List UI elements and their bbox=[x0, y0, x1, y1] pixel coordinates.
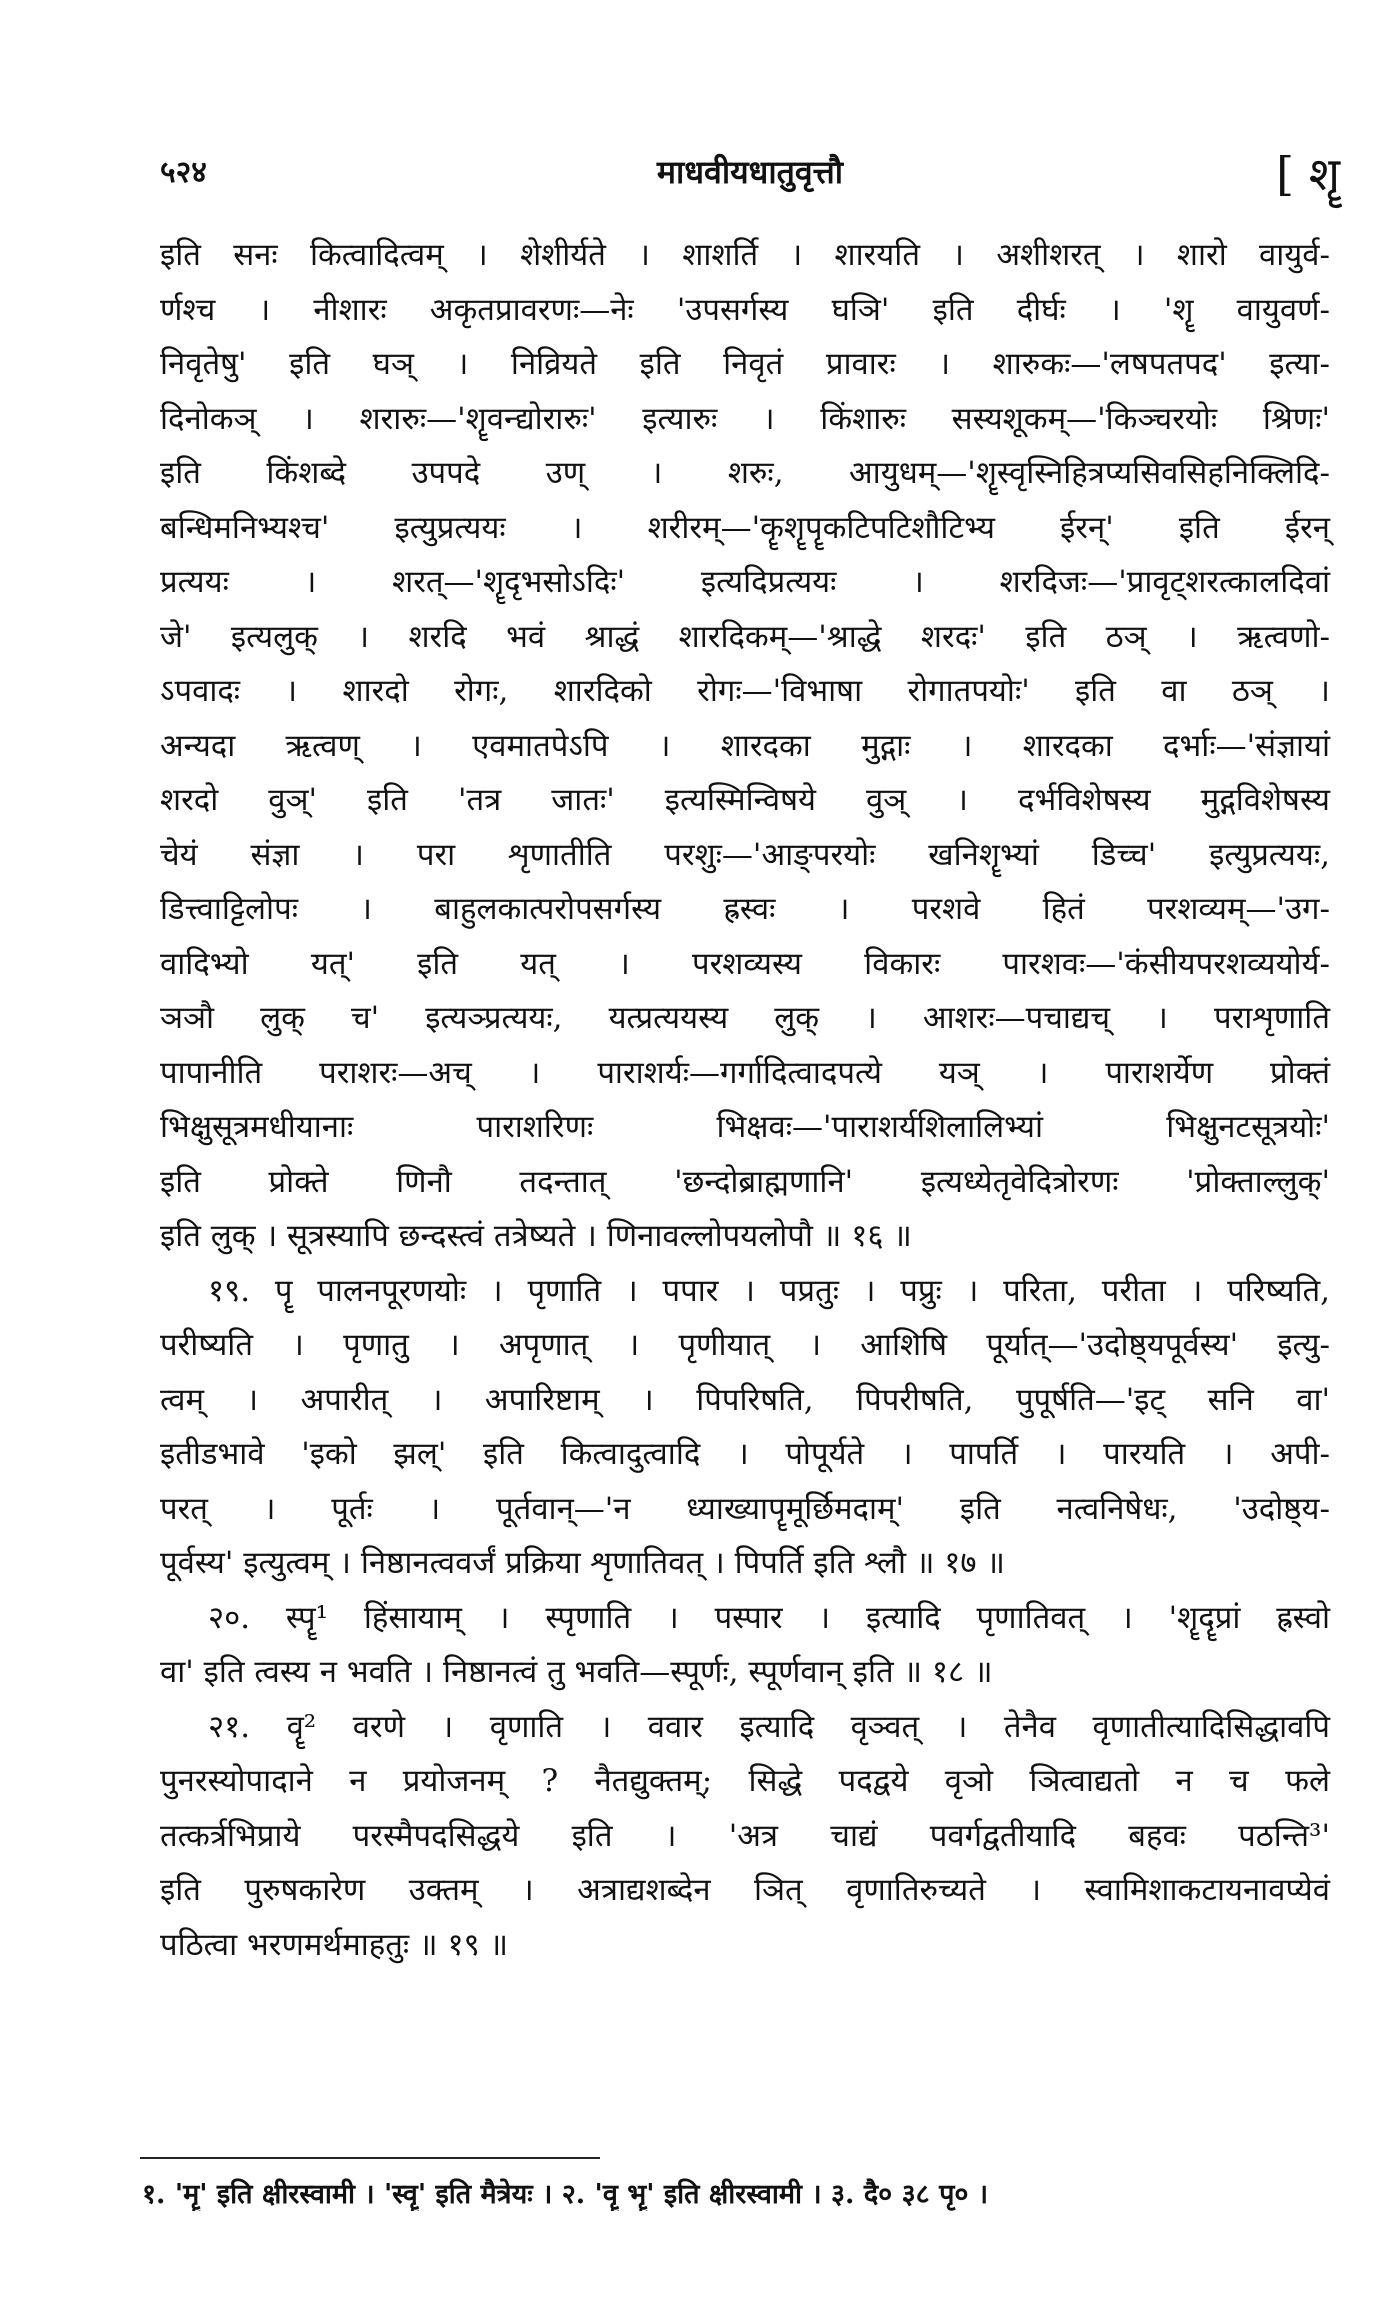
text-line: परत् । पूर्तः । पूर्तवान्—'न ध्याख्यापॄमूर्छिमदाम्' इति नत्वनिषेधः, 'उदोष्ठ्य- bbox=[160, 1490, 1330, 1527]
text-line: तत्कर्त्रभिप्राये परस्मैपदसिद्धये इति । 'अत्र चाद्यं पवर्गद्वतीयादि बहवः पठन्ति³' bbox=[160, 1817, 1330, 1854]
text-line: र्णश्च । नीशारः अकृतप्रावरणः—नेः 'उपसर्गस्य घञि' इति दीर्घः । 'शॄ वायुवर्ण- bbox=[160, 291, 1330, 328]
text-line: दिनोकञ् । शरारुः—'शॄवन्द्योरारुः' इत्यारुः । किंशारुः सस्यशूकम्—'किञ्चरयोः श्रिणः' bbox=[160, 400, 1330, 437]
text-line: जे' इत्यलुक् । शरदि भवं श्राद्धं शारदिकम्—'श्राद्धे शरदः' इति ठञ् । ऋत्वणो- bbox=[160, 618, 1330, 655]
main-text bbox=[160, 228, 1330, 1972]
text-line: पापानीति पराशरः—अच् । पाराशर्यः—गर्गादित्वादपत्ये यञ् । पाराशर्येण प्रोक्तं bbox=[160, 1054, 1330, 1091]
text-line: ञञौ लुक् च' इत्यञ्प्रत्ययः, यत्प्रत्ययस्य लुक् । आशरः—पचाद्यच् । पराशृणाति bbox=[160, 1000, 1330, 1036]
text-line: चेयं संज्ञा । परा शृणातीति परशुः—'आङ्परयोः खनिशॄभ्यां डिच्च' इत्युप्रत्ययः, bbox=[160, 836, 1330, 873]
text-line: इति लुक् । सूत्रस्यापि छन्दस्त्वं तत्रेष्यते । णिनावल्लोपयलोपौ ॥ १६ ॥ bbox=[160, 1218, 912, 1254]
text-line: त्वम् । अपारीत् । अपारिष्टाम् । पिपरिषति, पिपरीषति, पुपूर्षति—'इट् सनि वा' bbox=[160, 1381, 1330, 1418]
section-marker: [ शॄ bbox=[1276, 147, 1340, 201]
text-line: भिक्षुसूत्रमधीयानाः पाराशरिणः भिक्षवः—'पाराशर्यशिलालिभ्यां भिक्षुनटसूत्रयोः' bbox=[160, 1109, 1330, 1145]
text-line: इति किंशब्दे उपपदे उण् । शरुः, आयुधम्—'शॄस्वृस्निहित्रप्यसिवसिहनिक्लिदि- bbox=[160, 455, 1330, 491]
text-line: बन्धिमनिभ्यश्च' इत्युप्रत्ययः । शरीरम्—'कॄशॄपॄकटिपटिशौटिभ्य ईरन्' इति ईरन् bbox=[160, 509, 1330, 546]
page-number: ५२४ bbox=[160, 155, 207, 190]
text-line: वा' इति त्वस्य न भवति । निष्ठानत्वं तु भवति—स्पूर्णः, स्पूर्णवान् इति ॥ १८ ॥ bbox=[160, 1654, 993, 1690]
text-line: इति पुरुषकारेण उक्तम् । अत्राद्यशब्देन ञित् वृणातिरुच्यते । स्वामिशाकटायनावप्येवं bbox=[160, 1872, 1330, 1908]
running-title: माधवीयधातुवृत्तौ bbox=[656, 153, 844, 191]
text-line: पुनरस्योपादाने न प्रयोजनम् ? नैतद्युक्तम्; सिद्धे पदद्वये वृञो ञित्वाद्यतो न च फले bbox=[160, 1763, 1330, 1799]
text-line: डित्त्वाट्टिलोपः । बाहुलकात्परोपसर्गस्य ह्रस्वः । परशवे हितं परशव्यम्—'उग- bbox=[160, 891, 1330, 927]
text-line: २१. वॄ² वरणे । वृणाति । ववार इत्यादि वृञ्वत् । तेनैव वृणातीत्यादिसिद्धावपि bbox=[208, 1708, 1330, 1745]
text-line: पूर्वस्य' इत्युत्वम् । निष्ठानत्ववर्जं प्रक्रिया शृणातिवत् । पिपर्ति इति श्लौ ॥ १७ ॥ bbox=[160, 1545, 1005, 1581]
text-line: इति प्रोक्ते णिनौ तदन्तात् 'छन्दोब्राह्मणानि' इत्यध्येतृवेदित्रोरणः 'प्रोक्ताल्लुक्' bbox=[160, 1163, 1330, 1200]
text-line: वादिभ्यो यत्' इति यत् । परशव्यस्य विकारः पारशवः—'कंसीयपरशव्ययोर्य- bbox=[160, 945, 1330, 982]
page-header bbox=[160, 147, 1340, 214]
text-line: अन्यदा ऋत्वण् । एवमातपेऽपि । शारदका मुद्गाः । शारदका दर्भाः—'संज्ञायां bbox=[160, 727, 1330, 764]
text-line: निवृतेषु' इति घञ् । निव्रियते इति निवृतं प्रावारः । शारुकः—'लषपतपद' इत्या- bbox=[160, 346, 1330, 382]
footnote-divider bbox=[140, 2157, 600, 2159]
text-line: शरदो वुञ्' इति 'तत्र जातः' इत्यस्मिन्विषये वुञ् । दर्भविशेषस्य मुद्गविशेषस्य bbox=[160, 782, 1330, 818]
footnote: १. 'मॄ' इति क्षीरस्वामी । 'स्वॄ' इति मैत्रेयः । २. 'वॄ भॄ' इति क्षीरस्वामी । ३. दै० ३८ पृ० । bbox=[142, 2179, 989, 2210]
text-line: प्रत्ययः । शरत्—'शॄदृभसोऽदिः' इत्यदिप्रत्ययः । शरदिजः—'प्रावृट्शरत्कालदिवां bbox=[160, 564, 1330, 600]
text-line: परीष्यति । पृणातु । अपृणात् । पृणीयात् । आशिषि पूर्यात्—'उदोष्ठ्यपूर्वस्य' इत्यु- bbox=[160, 1327, 1330, 1363]
text-line: पठित्वा भरणमर्थमाहतुः ॥ १९ ॥ bbox=[160, 1926, 509, 1963]
text-line: इति सनः कित्वादित्वम् । शेशीर्यते । शाशर्ति । शारयति । अशीशरत् । शारो वायुर्व- bbox=[160, 237, 1330, 273]
text-line: इतीडभावे 'इको झल्' इति कित्वादुत्वादि । पोपूर्यते । पापर्ति । पारयति । अपी- bbox=[160, 1436, 1330, 1472]
text-line: २०. स्पॄ¹ हिंसायाम् । स्पृणाति । पस्पार । इत्यादि पृणातिवत् । 'शॄदॄप्रां ह्रस्वो bbox=[208, 1599, 1330, 1636]
text-line: ऽपवादः । शारदो रोगः, शारदिको रोगः—'विभाषा रोगातपयोः' इति वा ठञ् । bbox=[160, 673, 1330, 709]
text-line: १९. पॄ पालनपूरणयोः । पृणाति । पपार । पप्रतुः । पप्रुः । परिता, परीता । परिष्यति, bbox=[208, 1272, 1330, 1309]
